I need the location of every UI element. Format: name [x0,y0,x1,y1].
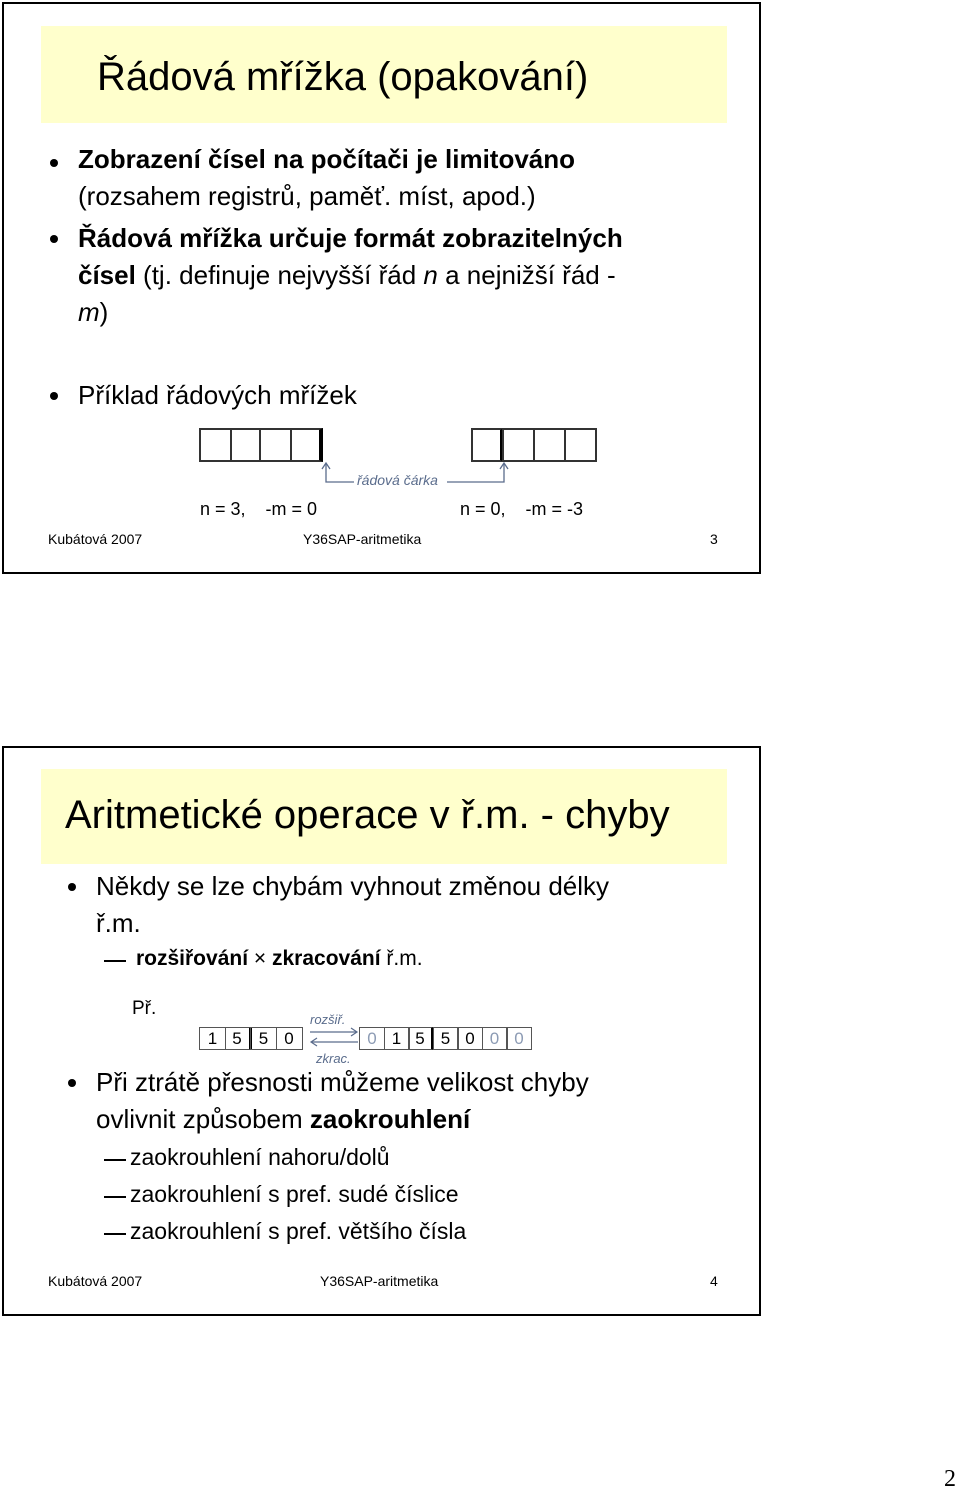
footer-slide-number: 3 [710,531,718,547]
digit-cell: 0 [359,1027,385,1050]
sub-bullet-dash [104,1196,126,1198]
grid-cell [230,428,261,462]
digit-cell: 5 [250,1027,277,1050]
digits-grid-short [199,1027,304,1050]
order-grid-left [199,428,323,462]
footer-course: Y36SAP-aritmetika [303,531,422,547]
sub-bullet-dash [104,1233,126,1235]
bullet-text [78,294,623,331]
italic-m: m [78,297,100,327]
right-grid-caption: n = 0, -m = -3 [460,499,584,519]
footer-course: Y36SAP-aritmetika [320,1273,439,1289]
digit-cell: 5 [408,1027,434,1050]
shorten-arrow-label: zkrac. [316,1051,351,1066]
digit-cell: 1 [199,1027,226,1050]
rounding-option-2: zaokrouhlení s pref. sudé číslice [130,1181,459,1207]
grid-cell [259,428,292,462]
plain-text: ) [99,297,109,327]
bullet-text: Zobrazení čísel na počítači je limitováno [78,144,576,174]
footer-slide-number: 4 [710,1273,718,1289]
digits-grid-long [359,1027,539,1050]
bullet-dot [68,1079,76,1087]
digit-cell: 5 [433,1027,459,1050]
bullet-display-limit [78,141,575,215]
plain-text: (tj. definuje nejvyšší řád [135,260,424,290]
bullet-dot [50,159,58,167]
digit-cell: 0 [457,1027,483,1050]
bullet-text [78,257,623,294]
bullet-example: Příklad řádových mřížek [78,380,357,410]
bullet-text: Při ztrátě přesnosti můžeme velikost chyby [96,1067,589,1097]
grid-cell [199,428,232,462]
digit-cell: 0 [276,1027,303,1050]
title-box [41,26,727,123]
sub-bullet-dash [104,1159,126,1161]
bullet-text: Řádová mřížka určuje formát zobrazitelných [78,223,623,253]
bullet-text: Někdy se lze chybám vyhnout změnou délky [96,871,610,901]
grid-cell [564,428,597,462]
digit-cell: 0 [482,1027,508,1050]
bullet-dot [50,392,58,400]
sub-bullet-dash [104,960,126,962]
footer-author: Kubátová 2007 [48,1273,143,1289]
digit-cell: 1 [384,1027,410,1050]
bullet-order-grid [78,220,623,331]
grid-cell [533,428,566,462]
slide-title: Aritmetické operace v ř.m. - chyby [65,793,670,837]
bullet-text: (rozsahem registrů, paměť. míst, apod.) [78,181,536,211]
bullet-dot [50,235,58,243]
rounding-option-1: zaokrouhlení nahoru/dolů [130,1144,390,1170]
bullet-text [96,1101,589,1138]
plain-text: ř.m. [380,947,423,970]
slide-4 [2,746,761,1316]
footer-author: Kubátová 2007 [48,531,143,547]
bold-word: rozšiřování [136,947,249,970]
bold-word: zkracování [272,947,381,970]
radix-point-label: řádová čárka [357,472,438,488]
bold-word: zaokrouhlení [309,1104,471,1134]
example-label: Př. [132,998,157,1019]
bold-word: čísel [78,260,136,290]
rounding-option-3: zaokrouhlení s pref. většího čísla [130,1218,467,1244]
bullet-dot [68,883,76,891]
grid-cell [471,428,504,462]
bullet-avoid-errors [96,868,609,942]
digit-cell: 5 [225,1027,252,1050]
slide-title: Řádová mřížka (opakování) [97,55,589,99]
page-number: 2 [944,1466,956,1492]
digit-cell: 0 [506,1027,532,1050]
plain-text: ovlivnit způsobem [96,1104,310,1134]
grid-cell [502,428,535,462]
plain-text: a nejnižší řád - [437,260,616,290]
left-grid-caption: n = 3, -m = 0 [200,499,318,519]
order-grid-right [471,428,597,462]
title-box [41,769,727,864]
extend-arrow-label: rozšiř. [310,1012,346,1027]
sub-bullet-extend-shorten [136,947,423,971]
bullet-precision-loss [96,1064,589,1138]
times-sign: × [253,947,267,970]
bullet-text: ř.m. [96,908,141,938]
italic-n: n [423,260,438,290]
grid-cell [290,428,323,462]
slide-3 [2,2,761,574]
